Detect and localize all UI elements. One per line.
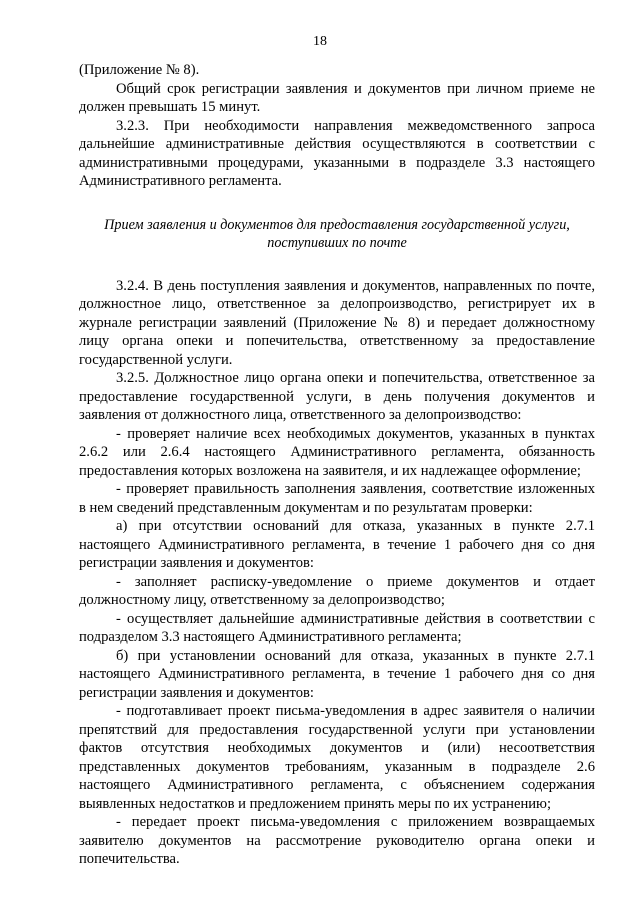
subitem-a: а) при отсутствии оснований для отказа, указанных в пункте 2.7.1 настоящего Административного регламента, в течение 1 рабочего дня со дня регистрации заявления и документов: [79, 518, 595, 571]
paragraph-3-2-3: 3.2.3. При необходимости направления межведомственного запроса дальнейшие административные действия осуществляются в соответствии с административными процедурами, указанными в подразделе 3.3 настоящего Административного регламента. [79, 117, 595, 189]
section-heading: Прием заявления и документов для предоставления государственной услуги, поступивших по почте [104, 216, 570, 251]
subitem-b: б) при установлении оснований для отказа, указанных в пункте 2.7.1 настоящего Административного регламента, в течение 1 рабочего дня со дня регистрации заявления и документов: [79, 647, 595, 701]
document-body [79, 61, 595, 869]
paragraph-continuation: (Приложение № 8). [79, 62, 200, 78]
paragraph-registration-time: Общий срок регистрации заявления и документов при личном приеме не должен превышать 15 минут. [79, 80, 595, 115]
list-item-pass-letter: - передает проект письма-уведомления с приложением возвращаемых заявителю документов на рассмотрение руководителю органа опеки и попечительства. [79, 814, 595, 867]
paragraph-3-2-5: 3.2.5. Должностное лицо органа опеки и попечительства, ответственное за предоставление государственной услуги, в день получения документов и заявления от должностного лица, ответственного за делопроизводство: [79, 370, 595, 423]
list-item-fill-receipt: - заполняет расписку-уведомление о приеме документов и отдает должностному лицу, ответственному за делопроизводство; [79, 573, 595, 608]
page-number: 18 [313, 34, 327, 49]
paragraph-3-2-4: 3.2.4. В день поступления заявления и документов, направленных по почте, должностное лицо, ответственное за делопроизводство, регистрирует их в журнале регистрации заявлений (Приложение № 8) и передает должностному лицу органа опеки и попечительства, ответственному за предоставление государственной услуги. [79, 277, 595, 368]
list-item-further-actions: - осуществляет дальнейшие административные действия в соответствии с подразделом 3.3 настоящего Административного регламента; [79, 610, 595, 645]
list-item-check-documents: - проверяет наличие всех необходимых документов, указанных в пунктах 2.6.2 или 2.6.4 настоящего Административного регламента, обязанность предоставления которых возложена на заявителя, и их надлежащее оформление; [79, 425, 595, 479]
list-item-check-application: - проверяет правильность заполнения заявления, соответствие изложенных в нем сведений представленным документам и по результатам проверки: [79, 481, 595, 516]
list-item-prepare-letter: - подготавливает проект письма-уведомления в адрес заявителя о наличии препятствий для предоставления государственной услуги при установлении фактов отсутствия необходимых документов и (или) несоответствия представленных документов требованиям, указанным в подразделе 2.6 настоящего Административного регламента, с объяснением содержания выявленных недостатков и предложением принять меры по их устранению; [79, 703, 595, 812]
